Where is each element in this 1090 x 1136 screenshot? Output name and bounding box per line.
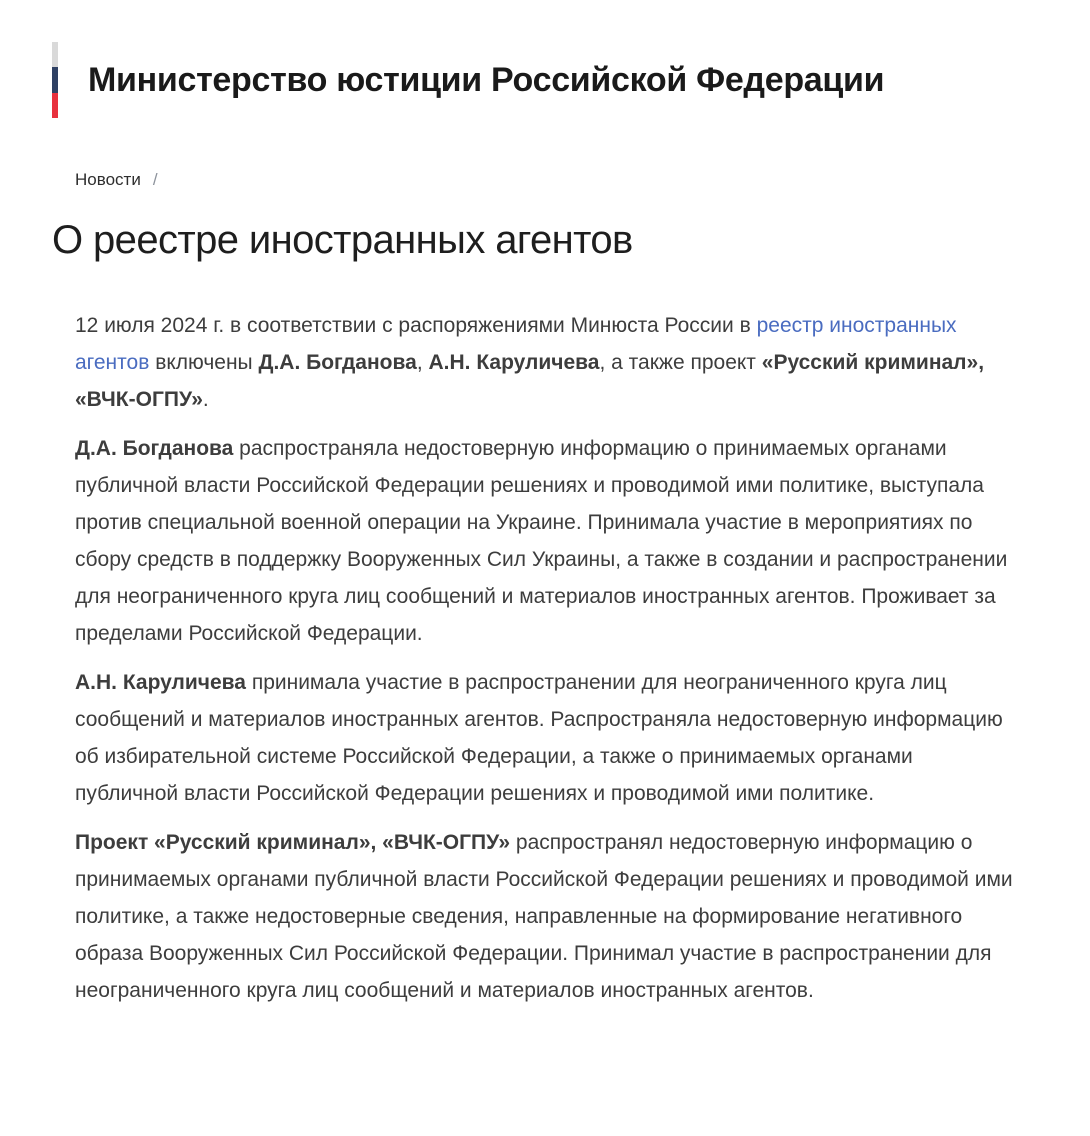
breadcrumb-link-news[interactable]: Новости <box>75 170 141 189</box>
breadcrumb <box>75 170 158 190</box>
paragraph-text: принимала участие в распространении для неограниченного круга лиц сообщений и материалов иностранных агентов. Распространяла недостоверную информацию об избирательной системе Российской Федерации, а также о принимаемых органами публичной власти Российской Федерации решениях и проводимой ими политике. <box>75 671 1003 805</box>
flag-stripe-blue <box>52 67 58 92</box>
paragraph-text: , а также проект <box>599 351 762 374</box>
article-paragraph <box>75 664 1020 812</box>
site-title: Министерство юстиции Российской Федерации <box>88 60 885 99</box>
russia-flag-icon <box>52 42 58 118</box>
article-body <box>75 307 1020 1021</box>
article-paragraph <box>75 430 1020 652</box>
paragraph-text: . <box>202 388 209 411</box>
highlighted-name: Д.А. Богданова <box>75 437 234 460</box>
paragraph-text: распространяла недостоверную информацию о принимаемых органами публичной власти Российской Федерации решениях и проводимой ими политике, выступала против специальной военной операции на Украине. Принимала участие в мероприятиях по сбору средств в поддержку Вооруженных Сил Украины, а также в создании и распространении для неограниченного круга лиц сообщений и материалов иностранных агентов. Проживает за пределами Российской Федерации. <box>75 437 1008 645</box>
article-paragraph <box>75 307 1020 418</box>
site-header <box>52 42 884 118</box>
page-title: О реестре иностранных агентов <box>52 218 633 262</box>
breadcrumb-separator: / <box>152 170 158 189</box>
highlighted-name: «Русский криминал», «ВЧК-ОГПУ» <box>75 351 985 411</box>
paragraph-text: включены <box>149 351 259 374</box>
highlighted-name: Проект «Русский криминал», «ВЧК-ОГПУ» <box>75 831 511 854</box>
article-paragraph <box>75 824 1020 1009</box>
highlighted-name: Д.А. Богданова <box>258 351 417 374</box>
paragraph-text: распространял недостоверную информацию о принимаемых органами публичной власти Российской Федерации решениях и проводимой ими политике, а также недостоверные сведения, направленные на формирование негативного образа Вооруженных Сил Российской Федерации. Принимал участие в распространении для неограниченного круга лиц сообщений и материалов иностранных агентов. <box>75 831 1013 1002</box>
highlighted-name: А.Н. Каруличева <box>75 671 246 694</box>
flag-stripe-red <box>52 93 58 118</box>
paragraph-text: 12 июля 2024 г. в соответствии с распоряжениями Минюста России в <box>75 314 757 337</box>
flag-stripe-white <box>52 42 58 67</box>
highlighted-name: А.Н. Каруличева <box>428 351 600 374</box>
paragraph-text: , <box>416 351 429 374</box>
foreign-agents-registry-link[interactable]: реестр иностранных агентов <box>75 314 957 374</box>
